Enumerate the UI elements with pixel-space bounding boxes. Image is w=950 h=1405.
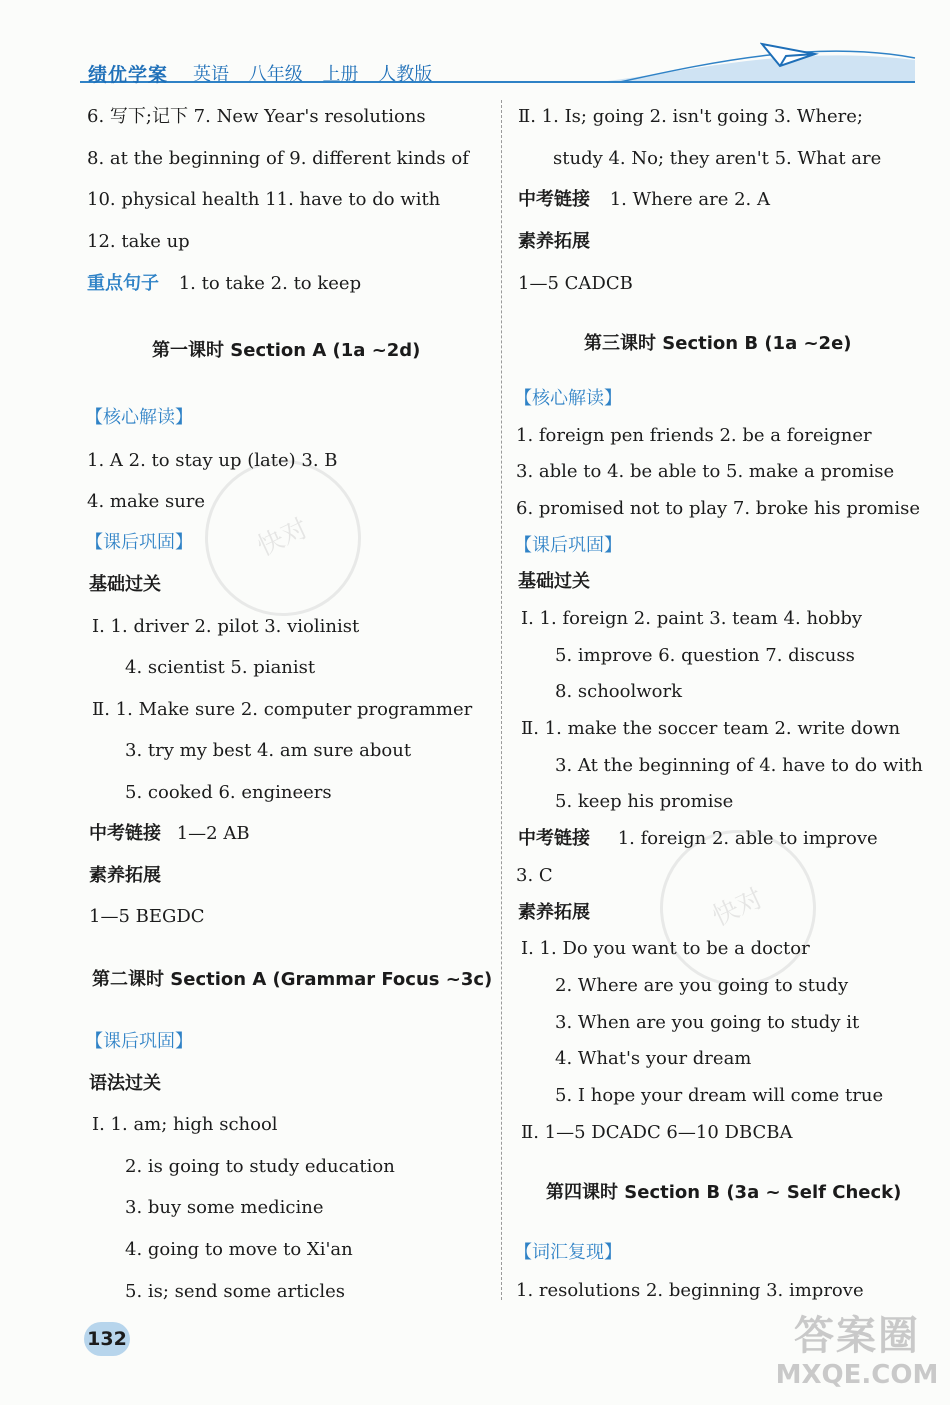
site-watermark-url: MXQE.COM <box>775 1360 939 1390</box>
sub-heading: 基础过关 <box>518 571 590 592</box>
answer-line: 3. buy some medicine <box>125 1197 324 1218</box>
sub-heading: 基础过关 <box>89 574 161 595</box>
section-title: 第一课时 Section A (1a ~2d) <box>152 340 421 361</box>
sub-heading: 素养拓展 <box>518 231 590 252</box>
section-heading: 【课后巩固】 <box>85 1031 193 1052</box>
sub-heading: 素养拓展 <box>518 902 590 923</box>
key-sentences-text: 1. to take 2. to keep <box>178 273 362 294</box>
answer-line: 6. 写下;记下 7. New Year's resolutions <box>87 106 426 127</box>
answer-line: Ⅱ. 1. Is; going 2. isn't going 3. Where; <box>518 106 863 127</box>
grade: 八年级 <box>248 64 303 85</box>
answer-line: 10. physical health 11. have to do with <box>87 189 441 210</box>
section-title: 第三课时 Section B (1a ~2e) <box>584 333 852 354</box>
exam-link-text: 1. foreign 2. able to improve <box>617 828 878 849</box>
brand-title: 绩优学案 <box>88 64 169 86</box>
answer-line: 1—5 BEGDC <box>89 906 205 927</box>
exam-link <box>518 828 878 850</box>
column-divider <box>501 100 502 1300</box>
page-header <box>0 0 950 90</box>
paper-plane-icon <box>760 36 820 76</box>
section-heading: 【核心解读】 <box>85 407 193 428</box>
section-title: 第四课时 Section B (3a ~ Self Check) <box>546 1182 902 1203</box>
stamp-watermark: 快对 <box>634 804 841 1011</box>
answer-line: 5. cooked 6. engineers <box>125 782 332 803</box>
exam-link-label: 中考链接 <box>89 823 161 844</box>
answer-line: Ⅰ. 1. am; high school <box>92 1114 278 1135</box>
sub-heading: 素养拓展 <box>89 865 161 886</box>
answer-line: 5. improve 6. question 7. discuss <box>555 645 855 666</box>
site-watermark-big: 答案圈 <box>794 1313 920 1359</box>
answer-line: 4. make sure <box>87 491 206 512</box>
volume: 上册 <box>322 64 359 85</box>
answer-line: 6. promised not to play 7. broke his promise <box>516 498 921 519</box>
answer-line: 3. C <box>516 865 553 886</box>
answer-line: Ⅱ. 1—5 DCADC 6—10 DBCBA <box>521 1122 793 1143</box>
answer-line: Ⅰ. 1. driver 2. pilot 3. violinist <box>92 616 360 637</box>
answer-line: 1—5 CADCB <box>518 273 633 294</box>
edition: 人教版 <box>378 64 433 85</box>
answer-line: 1. resolutions 2. beginning 3. improve <box>516 1280 864 1301</box>
subject: 英语 <box>193 64 229 85</box>
section-heading: 【课后巩固】 <box>85 532 193 553</box>
answer-line: 2. Where are you going to study <box>555 975 849 996</box>
section-heading: 【词汇复现】 <box>514 1242 622 1263</box>
answer-line: 4. going to move to Xi'an <box>125 1239 353 1260</box>
section-heading: 【课后巩固】 <box>514 535 622 556</box>
answer-line: 3. try my best 4. am sure about <box>125 740 412 761</box>
exam-link-text: 1. Where are 2. A <box>609 189 770 210</box>
book-meta <box>193 60 432 86</box>
exam-link <box>518 189 770 211</box>
answer-line: 8. schoolwork <box>555 681 682 702</box>
answer-line: 5. I hope your dream will come true <box>555 1085 884 1106</box>
answer-line: Ⅰ. 1. foreign 2. paint 3. team 4. hobby <box>521 608 863 629</box>
key-sentences <box>87 273 361 295</box>
answer-line: Ⅱ. 1. make the soccer team 2. write down <box>521 718 901 739</box>
exam-link-label: 中考链接 <box>518 189 590 210</box>
answer-line: 4. scientist 5. pianist <box>125 657 316 678</box>
answer-line: 5. is; send some articles <box>125 1281 345 1302</box>
answer-line: 4. What's your dream <box>555 1048 752 1069</box>
answer-line: Ⅰ. 1. Do you want to be a doctor <box>521 938 810 959</box>
section-title: 第二课时 Section A (Grammar Focus ~3c) <box>92 969 493 990</box>
answer-line: 1. foreign pen friends 2. be a foreigner <box>516 425 872 446</box>
section-heading: 【核心解读】 <box>514 388 622 409</box>
answer-line: 3. When are you going to study it <box>555 1012 860 1033</box>
page-number: 132 <box>84 1322 130 1356</box>
answer-line: Ⅱ. 1. Make sure 2. computer programmer <box>92 699 473 720</box>
sub-heading: 语法过关 <box>89 1073 161 1094</box>
answer-line: 1. A 2. to stay up (late) 3. B <box>87 450 338 471</box>
answer-line: study 4. No; they aren't 5. What are <box>553 148 882 169</box>
key-sentences-label: 重点句子 <box>87 273 159 294</box>
site-watermark <box>772 1313 942 1403</box>
exam-link-label: 中考链接 <box>518 828 590 849</box>
stamp-watermark: 快对 <box>179 434 386 641</box>
answer-line: 12. take up <box>87 231 190 252</box>
exam-link <box>89 823 250 845</box>
answer-line: 8. at the beginning of 9. different kinds of <box>87 148 469 169</box>
answer-line: 5. keep his promise <box>555 791 734 812</box>
answer-line: 2. is going to study education <box>125 1156 395 1177</box>
answer-line: 3. At the beginning of 4. have to do with <box>555 755 923 776</box>
exam-link-text: 1—2 AB <box>176 823 250 844</box>
answer-line: 3. able to 4. be able to 5. make a promise <box>516 461 895 482</box>
